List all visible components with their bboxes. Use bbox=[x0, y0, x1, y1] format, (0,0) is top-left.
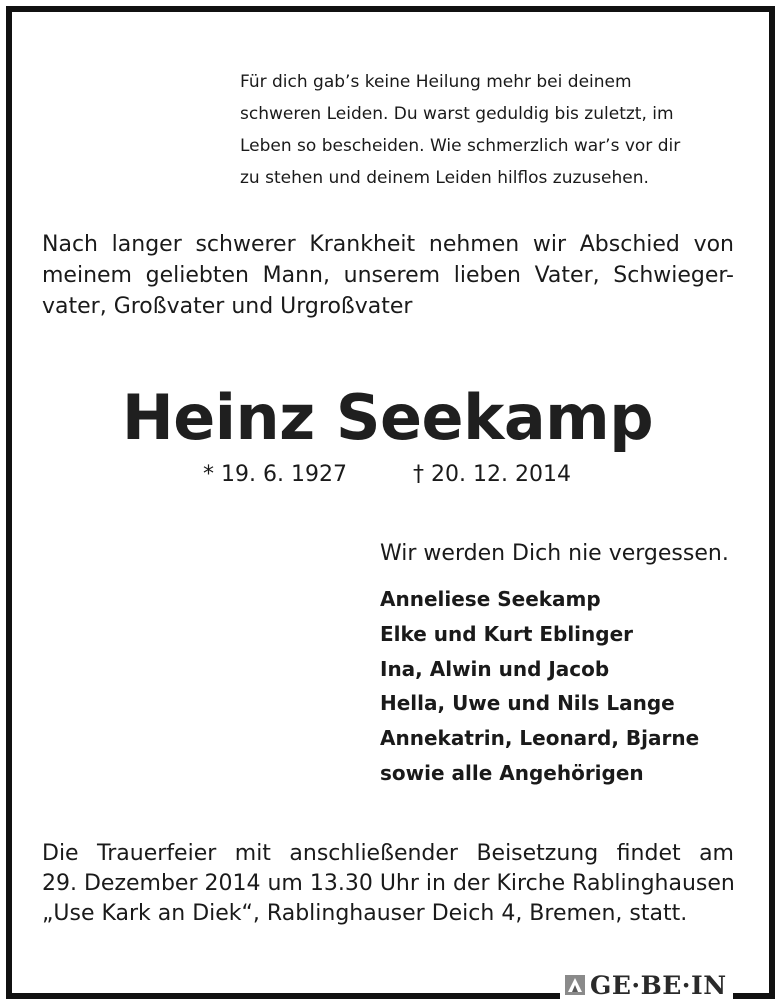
announcement-line: vater, Großvater und Urgroßvater bbox=[42, 294, 413, 319]
mourner-name: Elke und Kurt Eblinger bbox=[380, 621, 634, 646]
memorial-poem bbox=[240, 66, 740, 194]
birth-date: * 19. 6. 1927 bbox=[203, 462, 347, 487]
mourner-name: Anneliese Seekamp bbox=[380, 587, 601, 611]
service-line: Die Trauerfeier mit anschließender Beisetzung findet am bbox=[42, 841, 734, 866]
mourner-name: sowie alle Angehörigen bbox=[380, 760, 644, 785]
logo-mark-icon bbox=[564, 974, 586, 996]
service-line: „Use Kark an Diek“, Rablinghauser Deich 4, Bremen, statt. bbox=[42, 901, 688, 926]
publisher-logo bbox=[560, 970, 733, 1000]
mourner-name: Annekatrin, Leonard, Bjarne bbox=[380, 726, 700, 751]
deceased-name: Heinz Seekamp bbox=[121, 381, 654, 454]
poem-line: zu stehen und deinem Leiden hilflos zuzusehen. bbox=[240, 168, 649, 188]
poem-line: Für dich gab’s keine Heilung mehr bei deinem bbox=[240, 72, 632, 92]
mourner-name: Ina, Alwin und Jacob bbox=[380, 656, 610, 681]
poem-line: Leben so bescheiden. Wie schmerzlich war’s vor dir bbox=[240, 136, 681, 156]
announcement-line: meinem geliebten Mann, unserem lieben Vater, Schwieger- bbox=[42, 263, 734, 288]
service-line: 29. Dezember 2014 um 13.30 Uhr in der Kirche Rablinghausen bbox=[42, 871, 735, 896]
mourner-name: Hella, Uwe und Nils Lange bbox=[380, 691, 675, 716]
logo-text: GE·BE·IN bbox=[590, 970, 727, 1000]
funeral-service-details bbox=[42, 839, 734, 929]
announcement-line: Nach langer schwerer Krankheit nehmen wir Abschied von bbox=[42, 232, 734, 257]
mourners-list bbox=[380, 582, 699, 791]
death-date: † 20. 12. 2014 bbox=[413, 462, 571, 487]
poem-line: schweren Leiden. Du warst geduldig bis zuletzt, im bbox=[240, 104, 674, 124]
announcement-text bbox=[42, 229, 734, 322]
farewell-line: Wir werden Dich nie vergessen. bbox=[380, 541, 729, 566]
